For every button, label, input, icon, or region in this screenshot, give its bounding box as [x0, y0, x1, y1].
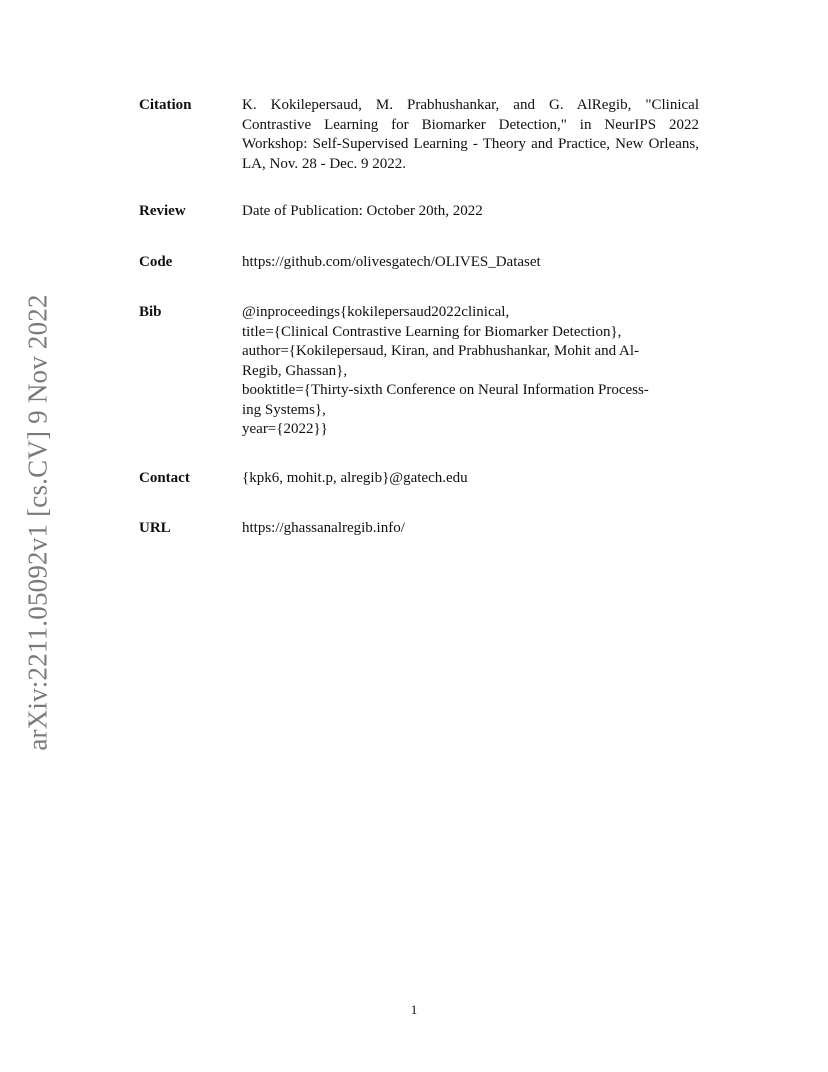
citation-label: Citation: [139, 97, 192, 113]
review-value: Date of Publication: October 20th, 2022: [242, 203, 483, 219]
contact-value: {kpk6, mohit.p, alregib}@gatech.edu: [242, 469, 468, 486]
url-label: URL: [139, 520, 171, 536]
contact-entry: [139, 469, 699, 489]
metadata-entries: [139, 96, 699, 539]
review-entry: [139, 202, 699, 222]
bib-entry: [139, 303, 699, 440]
arxiv-identifier-stamp: [24, 290, 52, 755]
citation-value: K. Kokilepersaud, M. Prabhushankar, and G. AlRegib, "Clinical Contrastive Learning for Biomarker Detection," in NeurIPS 2022 Workshop: Self-Supervised Learning - Theory and Practice, New Orleans, LA, Nov. 28 - Dec. 9 2022.: [242, 97, 699, 172]
bib-label: Bib: [139, 304, 162, 320]
review-label: Review: [139, 203, 186, 219]
code-entry: [139, 253, 699, 273]
page-number: 1: [410, 1002, 418, 1017]
bib-line: title={Clinical Contrastive Learning for Biomarker Detection},: [242, 323, 622, 340]
url-link[interactable]: https://ghassanalregib.info/: [242, 520, 405, 536]
url-entry: [139, 519, 699, 539]
bib-line: year={2022}}: [242, 421, 328, 437]
arxiv-identifier-text: arXiv:2211.05092v1 [cs.CV] 9 Nov 2022: [22, 294, 53, 751]
code-label: Code: [139, 253, 173, 270]
bib-value: [242, 303, 699, 440]
bib-line: ing Systems},: [242, 401, 326, 418]
code-link[interactable]: https://github.com/olivesgatech/OLIVES_Dataset: [242, 253, 541, 270]
bib-line: author={Kokilepersaud, Kiran, and Prabhushankar, Mohit and Al-: [242, 343, 640, 359]
bib-line: Regib, Ghassan},: [242, 362, 348, 379]
bib-line: @inproceedings{kokilepersaud2022clinical,: [242, 304, 510, 320]
contact-label: Contact: [139, 469, 190, 486]
bib-line: booktitle={Thirty-sixth Conference on Neural Information Process-: [242, 382, 649, 398]
citation-entry: [139, 96, 699, 174]
